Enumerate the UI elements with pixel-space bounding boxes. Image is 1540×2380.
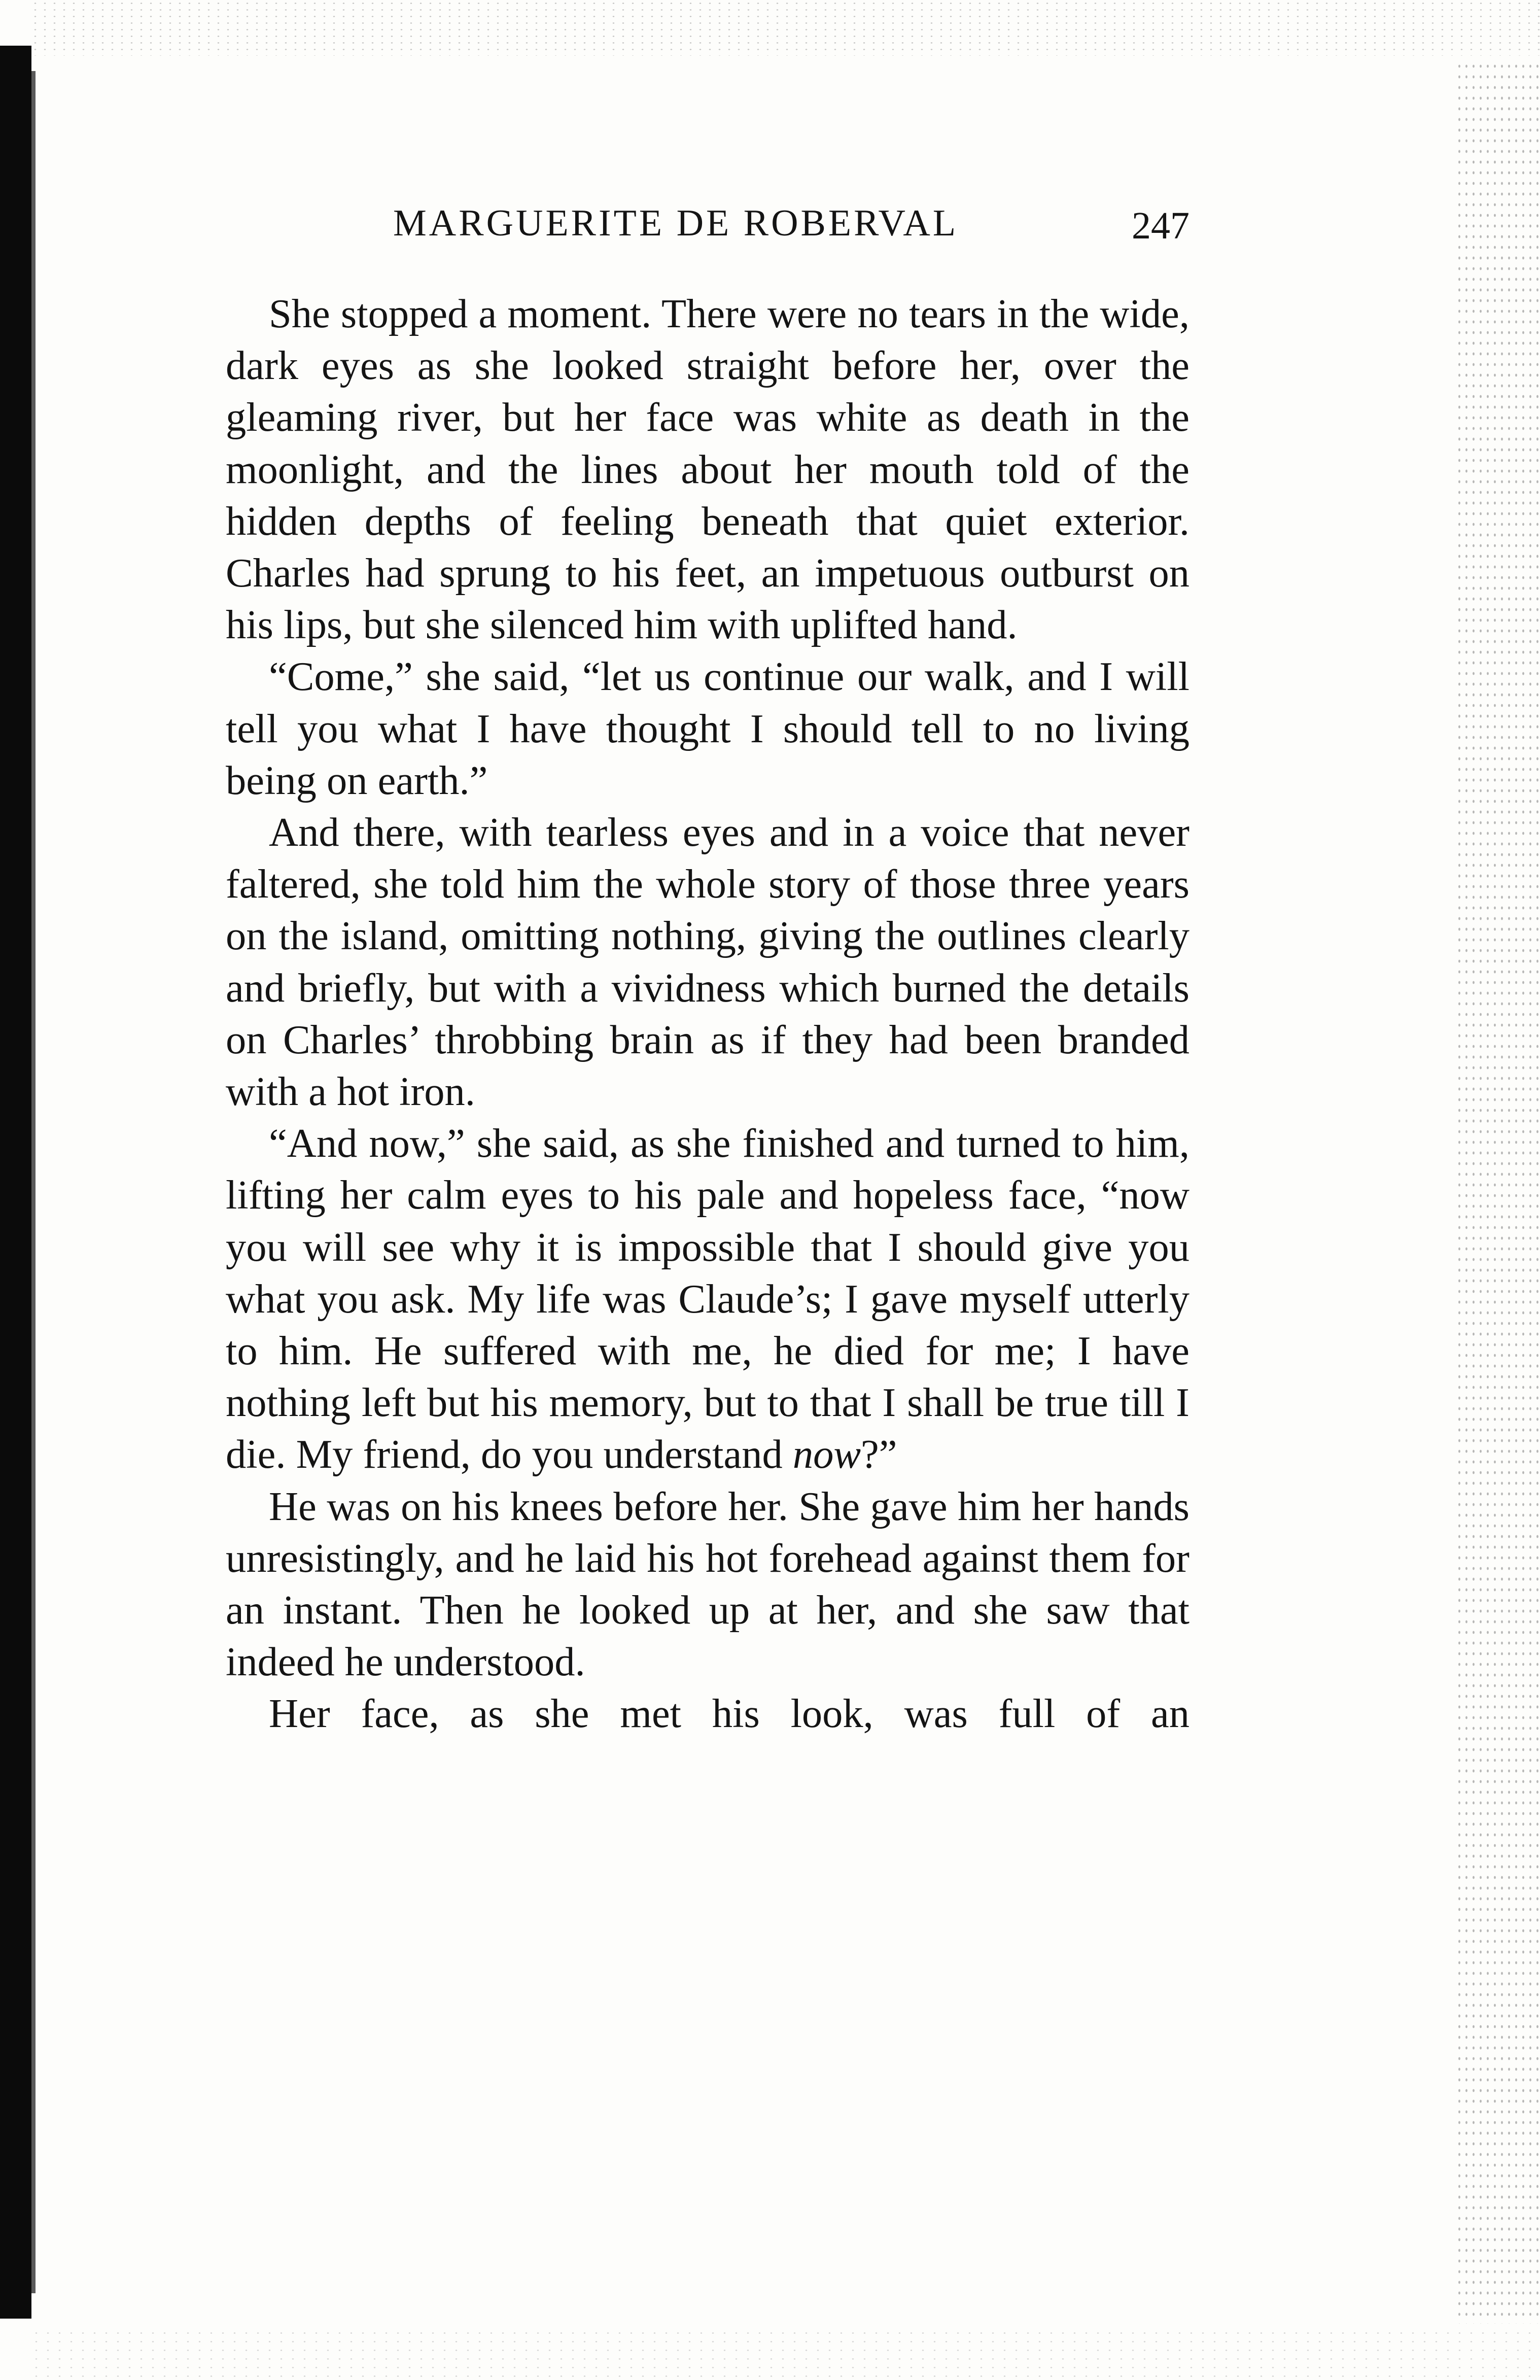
page-number: 247 bbox=[1132, 204, 1189, 247]
paragraph-6: Her face, as she met his look, was full of an bbox=[269, 1691, 1189, 1737]
paragraph-4-end: ?” bbox=[861, 1432, 897, 1477]
running-title: MARGUERITE DE ROBERVAL bbox=[393, 202, 959, 244]
scan-noise-bottom bbox=[30, 2329, 1540, 2380]
scan-noise-right-edge bbox=[1456, 61, 1540, 2324]
page-header bbox=[226, 202, 1189, 258]
emphasis-now: now bbox=[792, 1432, 861, 1477]
paragraph-4-text: “And now,” she said, as she finished and turned to him, lifting her calm eyes to his pale and hopeless face, “now you will see why it is impossible that I should give you what you ask. My life was Claude’s; I gave myself utterly to him. He suffered with me, he died for me; I have nothing left but his memory, but to that I shall be true till I die. My friend, do you understand bbox=[226, 1121, 1189, 1477]
body-text bbox=[226, 288, 1189, 1740]
scan-noise-top bbox=[30, 0, 1540, 56]
paragraph-4 bbox=[226, 1118, 1189, 1480]
book-spine-shadow bbox=[0, 46, 31, 2319]
paragraph-1: She stopped a moment. There were no tears in the wide, dark eyes as she looked straight before her, over the gleaming river, but her face was white as death in the moonlight, and the lines about her mouth told of the hidden depths of feeling beneath that quiet exterior. Charles had sprung to his feet, an impetuous outburst on his lips, but she silenced him with uplifted hand. bbox=[226, 291, 1189, 648]
spine-edge bbox=[31, 71, 36, 2293]
paragraph-2: “Come,” she said, “let us continue our walk, and I will tell you what I have thought I should tell to no living being on earth.” bbox=[226, 654, 1189, 803]
paragraph-3: And there, with tearless eyes and in a voice that never faltered, she told him the whole story of those three years on the island, omitting nothing, giving the outlines clearly and briefly, but with a vividness which burned the details on Charles’ throbbing brain as if they had been branded with a hot iron. bbox=[226, 810, 1189, 1115]
paragraph-5: He was on his knees before her. She gave him her hands unresistingly, and he laid his hot forehead against them for an instant. Then he looked up at her, and she saw that indeed he understood. bbox=[226, 1484, 1189, 1685]
